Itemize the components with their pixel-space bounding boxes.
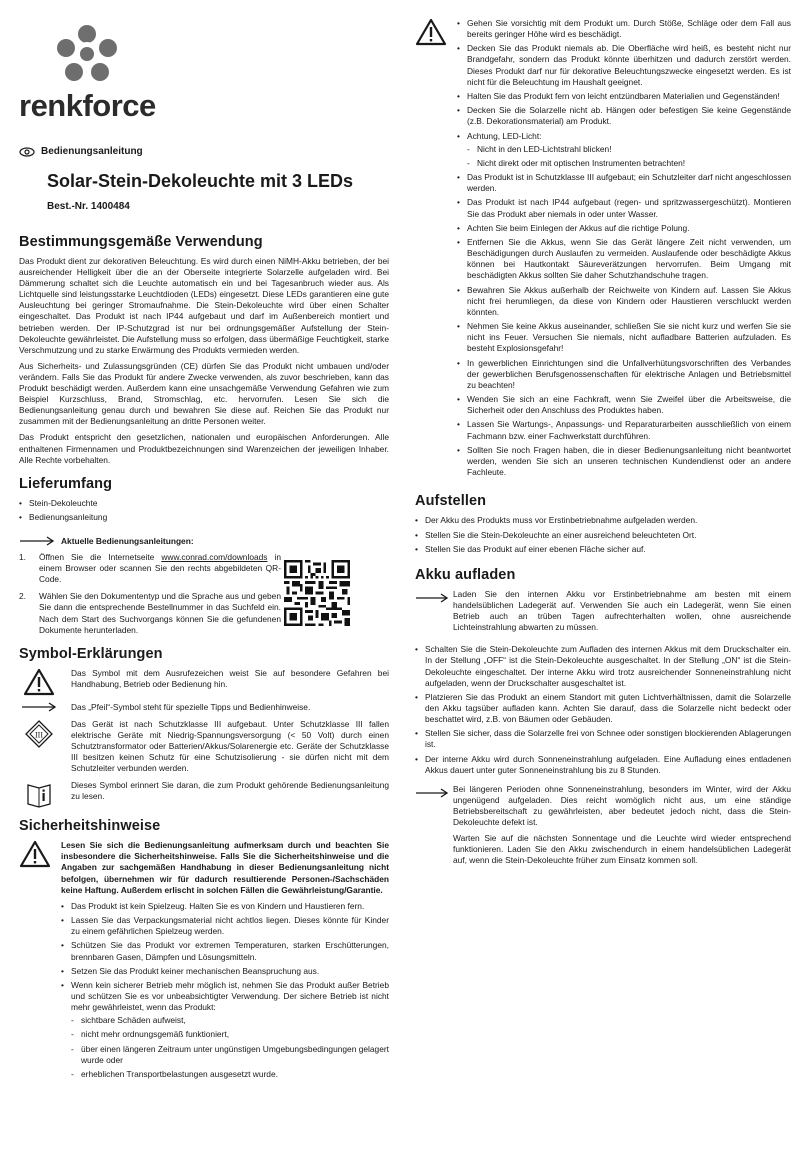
renkforce-emblem-icon xyxy=(52,20,122,84)
list-item: • Stellen Sie das Produkt auf einer ebenen Fläche sicher auf. xyxy=(415,544,791,555)
list-item: • Platzieren Sie das Produkt an einem Standort mit guten Lichtverhältnissen, damit die Solarzelle den Akku tagsüber aufladen kann. Achten Sie darauf, dass die Solarzelle nicht bedeckt oder beschattet wird, z.B. von Bäumen oder Gebäuden. xyxy=(415,692,791,725)
list-item: • Decken Sie die Solarzelle nicht ab. Hängen oder befestigen Sie keine Gegenstände (z.B. Dekorationsmaterial) am Produkt. xyxy=(457,105,791,127)
list-item: - Nicht in den LED-Lichtstrahl blicken! xyxy=(467,144,791,155)
list-item: • Schalten Sie die Stein-Dekoleuchte zum Aufladen des internen Akkus mit dem Druckschalter ein. In der Stellung „OFF“ ist die Stein-Dekoleuchte ausgeschaltet. In der Stellung „ON“ ist die Stein-Dekoleuchte eingeschaltet. Der interne Akku wird trotz ausreichender Sonneneinstrahlung nicht aufgeladen, wenn der Druckschalter ausgeschaltet ist. xyxy=(415,644,791,688)
brand-wordmark: renkforce xyxy=(19,88,156,123)
list-item: - nicht mehr ordnungsgemäß funktioniert, xyxy=(71,1029,389,1040)
safety-list xyxy=(457,18,791,478)
list-item: - erheblichen Transportbelastungen ausgesetzt wurde. xyxy=(71,1069,389,1080)
condition-list xyxy=(71,1015,389,1079)
list-item: • Das Produkt ist kein Spielzeug. Halten Sie es von Kindern und Haustieren fern. xyxy=(61,901,389,912)
list-item: - sichtbare Schäden aufweist, xyxy=(71,1015,389,1026)
safety-list xyxy=(61,901,389,1080)
list-item: • Bewahren Sie Akkus außerhalb der Reichweite von Kindern auf. Lassen Sie Akkus nicht frei herumliegen, da diese von Kindern oder Haustieren verschluckt werden könnten. xyxy=(457,285,791,318)
intended-use-paragraph: Das Produkt entspricht den gesetzlichen, nationalen und europäischen Anforderungen. Alle enthaltenen Firmennamen und Produktbezeichnungen sind Warenzeichen der jeweiligen Inhaber. Alle Rechte vorbehalten. xyxy=(19,432,389,465)
list-item: • Lassen Sie Wartungs-, Anpassungs- und Reparaturarbeiten ausschließlich von einem Fachmann bzw. einer Fachwerkstatt durchführen. xyxy=(457,419,791,441)
brand-logo xyxy=(19,18,389,130)
list-item: • Halten Sie das Produkt fern von leicht entzündbaren Materialien und Gegenständen! xyxy=(457,91,791,102)
list-item: • Der interne Akku wird durch Sonneneinstrahlung aufgeladen. Eine Aufladung eines entladenen Akkus dauert unter guter Sonneneinstrahlung bis zu 8 Stunden. xyxy=(415,754,791,776)
list-item: • Setzen Sie das Produkt keiner mechanischen Beanspruchung aus. xyxy=(61,966,389,977)
right-column xyxy=(415,18,791,878)
list-item: • Stellen Sie sicher, dass die Solarzelle frei von Schnee oder sonstigen blockierenden Ablagerungen ist. xyxy=(415,728,791,750)
list-item: • Achten Sie beim Einlegen der Akkus auf die richtige Polung. xyxy=(457,223,791,234)
order-number: Best.-Nr. 1400484 xyxy=(47,201,130,212)
list-item: • Stein-Dekoleuchte xyxy=(19,498,389,509)
symbol-row: Das Symbol mit dem Ausrufezeichen weist Sie auf besondere Gefahren bei Handhabung, Betrieb oder Bedienung hin. xyxy=(19,668,389,696)
conrad-downloads-link[interactable]: www.conrad.com/downloads xyxy=(161,552,268,563)
list-item: • Stellen Sie die Stein-Dekoleuchte an einer ausreichend beleuchteten Ort. xyxy=(415,530,791,541)
symbol-row: Das „Pfeil“-Symbol steht für spezielle Tipps und Bedienhinweise. xyxy=(19,702,389,713)
list-item: - über einen längeren Zeitraum unter ungünstigen Umgebungsbedingungen gelagert wurde oder xyxy=(71,1044,389,1066)
intended-use-paragraph: Aus Sicherheits- und Zulassungsgründen (CE) dürfen Sie das Produkt nicht umbauen und/oder verändern. Falls Sie das Produkt für andere Zwecke verwenden, als zuvor beschrieben, kann das Produkt beschädigt werden. Außerdem kann eine unsachgemäße Verwendung Gefahren wie zum Beispiel Kurzschluss, Brand, Stromschlag, etc. hervorrufen. Lesen Sie sich die Bedienungsanleitung genau durch und bewahren Sie diese auf. Reichen Sie das Produkt nur zusammen mit der Bedienungsanleitung an dritte Personen weiter. xyxy=(19,360,389,427)
list-item: • Das Produkt ist nach IP44 aufgebaut (regen- und spritzwassergeschützt). Montieren Sie das Produkt aber niemals in oder unter Wasser. xyxy=(457,197,791,219)
intended-use-paragraph: Das Produkt dient zur dekorativen Beleuchtung. Es wird durch einen NiMH-Akku betrieben, der bei ausreichender Helligkeit über die an der Oberseite integrierte Solarzelle aufgeladen wird. Bei Dämmerung schaltet sich die Leuchte automatisch ein und bei Tagesanbruch wieder aus. Als Lichtquelle sind leistungsstarke Leuchtdioden (LEDs) eingesetzt. Diese LEDs garantieren eine gute Ausleuchtung bei geringer Stromaufnahme. Die Stein-Dekoleuchte wird über einen Schalter eingeschaltet. Das Produkt ist nach IP44 aufgebaut und darf im Außenbereich montiert und betrieben werden. Der IP-Schutzgrad ist nur bei ordnungsgemäßer Aufstellung der Stein-Dekoleuchte gewährleistet. Die Aufstellung muss so erfolgen, dass übermäßige Feuchtigkeit, starke Verschmutzung und zu starke Erwärmung des Produkts vermieden werden. xyxy=(19,256,389,355)
list-item: • Schützen Sie das Produkt vor extremen Temperaturen, starken Erschütterungen, brennbaren Gasen, Dämpfen und Lösungsmitteln. xyxy=(61,940,389,962)
current-manuals-label: Aktuelle Bedienungsanleitungen: xyxy=(61,536,194,547)
page-title: Solar-Stein-Dekoleuchte mit 3 LEDs xyxy=(47,171,354,191)
setup-heading: Aufstellen xyxy=(415,493,487,510)
charging-tip: Bei längeren Perioden ohne Sonneneinstrahlung, besonders im Winter, wird der Akku ungenügend aufgeladen. Dies reicht womöglich nicht aus, um eine ständige Betriebsbereitschaft zu gewährleisten, aber bedeutet jedoch nicht, dass die Stein-Dekoleuchte defekt ist. Warten Sie auf die nächsten Sonnentage und die Leuchte wird wieder entsprechend funktionieren. Laden Sie den Akku zwischendurch in einem handelsüblichen Ladegerät auf, wenn die Stein-Dekoleuchte früher zum Einsatz kommen soll. xyxy=(415,784,791,872)
safety-intro: Lesen Sie sich die Bedienungsanleitung aufmerksam durch und beachten Sie insbesondere die Sicherheitshinweise. Falls Sie die Sicherheitshinweise und die Angaben zur sachgemäßen Handhabung in dieser Bedienungsanleitung nicht befolgen, übernehmen wir für dadurch resultierende Personen-/Sachschäden keine Haftung. Außerdem erlischt in solchen Fällen die Gewährleistung/Garantie. xyxy=(61,840,389,895)
arrow-right-icon xyxy=(415,788,449,798)
warning-triangle-icon xyxy=(415,18,447,46)
charging-list xyxy=(415,644,791,776)
list-item: • Das Produkt ist in Schutzklasse III aufgebaut; ein Schutzleiter darf nicht angeschlossen werden. xyxy=(457,172,791,194)
arrow-right-icon xyxy=(415,593,449,603)
qr-code[interactable] xyxy=(284,560,350,626)
scope-list xyxy=(19,498,389,523)
scope-heading: Lieferumfang xyxy=(19,475,113,492)
list-item: • Entfernen Sie die Akkus, wenn Sie das Gerät längere Zeit nicht verwenden, um Beschädigungen durch Auslaufen zu vermeiden. Auslaufende oder beschädigte Akkus können bei Hautkontakt Säureverätzungen hervorrufen. Beim Umgang mit beschädigten Akkus sollten Sie daher Schutzhandschuhe tragen. xyxy=(457,237,791,281)
list-item: • Lassen Sie das Verpackungsmaterial nicht achtlos liegen. Dieses könnte für Kinder zu einem gefährlichen Spielzeug werden. xyxy=(61,915,389,937)
list-item: • Bedienungsanleitung xyxy=(19,512,389,523)
list-item: • In gewerblichen Einrichtungen sind die Unfallverhütungsvorschriften des Verbandes der gewerblichen Berufsgenossenschaften für elektrische Anlagen und Betriebsmittel zu beachten! xyxy=(457,358,791,391)
read-manual-icon xyxy=(25,780,53,808)
list-item: • Gehen Sie vorsichtig mit dem Produkt um. Durch Stöße, Schläge oder dem Fall aus bereits geringer Höhe wird es beschädigt. xyxy=(457,18,791,40)
list-item: • Wenden Sie sich an eine Fachkraft, wenn Sie Zweifel über die Arbeitsweise, die Sicherheit oder den Anschluss des Produktes haben. xyxy=(457,394,791,416)
list-item: 1. Öffnen Sie die Internetseite www.conrad.com/downloads in einem Browser oder scannen Sie den rechts abgebildeten QR-Code. xyxy=(19,552,281,585)
eye-icon xyxy=(19,147,35,157)
list-item: • Achtung, LED-Licht: - Nicht in den LED-Lichtstrahl blicken! - Nicht direkt oder mit optischen Instrumenten betrachten! xyxy=(457,131,791,169)
list-item: • Sollten Sie noch Fragen haben, die in dieser Bedienungsanleitung nicht beantwortet werden, wenden Sie sich an unseren technischen Kundendienst oder an andere Fachleute. xyxy=(457,445,791,478)
symbol-row: Dieses Symbol erinnert Sie daran, die zum Produkt gehörende Bedienungsanleitung zu lesen. xyxy=(19,780,389,808)
document-type-label: Bedienungsanleitung xyxy=(41,146,143,157)
svg-text:III: III xyxy=(35,730,43,740)
left-column xyxy=(19,18,389,1083)
arrow-right-icon xyxy=(19,536,55,546)
protection-class-3-icon xyxy=(24,719,54,749)
list-item: • Der Akku des Produkts muss vor Erstinbetriebnahme aufgeladen werden. xyxy=(415,515,791,526)
safety-block-continued xyxy=(415,18,791,481)
symbol-row: III Das Gerät ist nach Schutzklasse III aufgebaut. Unter Schutzklasse III fallen elektrische Geräte mit Niedrig-Spannungsversorgung (< 50 Volt) durch einen Schutztransformator oder Batterien/Akkus/Solarenergie etc. Geräte der Schutzklasse III besitzen keinen Schutz für eine Schutzisolierung - sie dürfen nicht mit dem Schutzleiter verbunden werden. xyxy=(19,719,389,774)
list-item: - Nicht direkt oder mit optischen Instrumenten betrachten! xyxy=(467,158,791,169)
current-manuals-label-row xyxy=(19,536,389,546)
warning-triangle-icon xyxy=(23,668,55,696)
safety-heading: Sicherheitshinweise xyxy=(19,818,161,835)
list-item: • Decken Sie das Produkt niemals ab. Die Oberfläche wird heiß, es besteht nicht nur Brandgefahr, sondern das Produkt könnte überhitzen und dadurch zerstört werden. Dieses Produkt darf nur für dekorative Beleuchtungszwecke eingesetzt werden. Es ist nicht für die Beleuchtung im Haushalt geeignet. xyxy=(457,43,791,87)
charging-tip: Laden Sie den internen Akku vor Erstinbetriebnahme am besten mit einem handelsüblichen Ladegerät auf. Verwenden Sie auch ein Ladegerät, wenn Sie einen Betrieb auch an trüben Tagen aufrechterhalten wollen, ohne ausreichende Lichteinstrahlung abwarten zu müssen. xyxy=(415,589,791,638)
led-warning-list xyxy=(467,144,791,169)
symbols-heading: Symbol-Erklärungen xyxy=(19,645,163,662)
setup-list xyxy=(415,515,791,555)
warning-triangle-icon xyxy=(19,840,51,868)
charging-heading: Akku aufladen xyxy=(415,566,516,583)
list-item: • Wenn kein sicherer Betrieb mehr möglich ist, nehmen Sie das Produkt außer Betrieb und schützen Sie es vor unbeabsichtigter Verwendung. Der sichere Betrieb ist nicht mehr gewährleistet, wenn das Produkt: - sichtbare Schäden aufweist, - nicht mehr ordnungsgemäß funktioniert, - über einen längeren Zeitraum unter ungünstigen Umgebungsbedingungen gelagert wurde oder - erheblichen Transportbelastungen ausgesetzt wurde. xyxy=(61,980,389,1080)
safety-block xyxy=(19,840,389,1083)
download-steps xyxy=(19,552,281,636)
list-item: 2. Wählen Sie den Dokumententyp und die Sprache aus und geben Sie dann die entsprechende Bestellnummer in das Suchfeld ein. Nach dem Start des Suchvorgangs können Sie die gefundenen Dokumente herunterladen. xyxy=(19,591,281,635)
document-type xyxy=(19,146,389,157)
arrow-right-icon xyxy=(21,702,57,712)
intended-use-heading: Bestimmungsgemäße Verwendung xyxy=(19,234,263,250)
list-item: • Nehmen Sie keine Akkus auseinander, schließen Sie sie nicht kurz und werfen Sie sie nicht ins Feuer. Versuchen Sie niemals, nicht aufladbare Batterien aufzuladen. Es besteht Explosionsgefahr! xyxy=(457,321,791,354)
